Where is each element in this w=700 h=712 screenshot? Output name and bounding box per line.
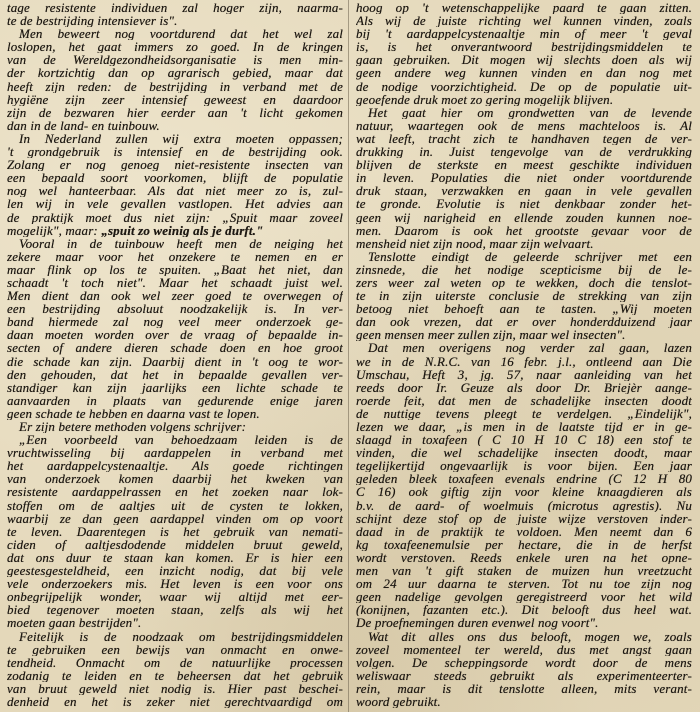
text-line: dan ook vrezen, dat er over honderdduizend jaar: [356, 315, 692, 329]
text-line: vruchtwisseling bij aardappelen in verband met: [7, 446, 343, 460]
text-line: zinsnede, die het nodige scepticisme bij de le-: [356, 262, 692, 276]
text-line: slaagd in toxafeen ( C 10 H 10 C 18) een stof te: [356, 433, 692, 447]
text-line: de nodige voorzichtigheid. De op de populatie uit-: [356, 79, 692, 93]
paragraph: [7, 237, 343, 420]
text-line: lezen we daar, „is men in de laatste tijd er in ge-: [356, 420, 692, 434]
text-line: blijven de sterkste en meest geschikte individuen: [356, 158, 692, 172]
text-line: rein, maar is dit tenslotte alleen, mits verant-: [356, 681, 692, 695]
text-line: geen andere weg kunnen vinden en dan nog met: [356, 66, 692, 80]
text-line: tegelijkertijd ongevaarlijk is voor bijen. Een jaar: [356, 459, 692, 473]
text-line: vele onderzoekers mis. Het leven is een voor ons: [7, 577, 343, 591]
text-line: de nuttige tevens pleegt te verdelgen. „Eindelijk",: [356, 406, 692, 420]
text-line: der kortzichtig dan op agrarisch gebied, maar dat: [7, 66, 343, 80]
text-line: stoffen om de aaltjes uit de cysten te lokken,: [7, 498, 343, 512]
text-line: gaan gebruiken. Dit mogen wij slechts doen als wij: [356, 53, 692, 67]
text-line: geen mensen meer zullen zijn, maar wel insecten".: [356, 328, 626, 342]
text-line: woord gebruikt.: [356, 694, 441, 709]
text-line: Vooral in de tuinbouw heeft men de neiging het: [19, 236, 343, 250]
text-line: volgen. De scheppingsorde wordt door de mens: [356, 655, 692, 669]
text-line: kg toxafeenemulsie per hectare, die in de herfst: [356, 537, 692, 551]
paragraph: [7, 1, 343, 27]
paragraph: [7, 132, 343, 237]
text-line: wordt verstoven. Reeds enkele uren na het opne-: [356, 550, 692, 565]
text-line: maar flink op los te spuiten. „Baat het niet, dan: [7, 262, 343, 276]
text-line: onbegrijpelijk wonder, waar wij altijd met eer-: [7, 590, 343, 604]
text-line: bied tegenover moeten staan, zelfs als wij het: [7, 603, 343, 617]
paragraph: [7, 433, 343, 629]
text-line: geen schade te hebben en daarna vast te lopen.: [7, 406, 260, 420]
text-line: resistente aardappelrassen en het zoeken naar lok-: [7, 485, 343, 499]
text-line: geleden bleek toxafeen evenals endrine (C 12 H 80: [356, 472, 692, 486]
text-line: 't grondgebruik is intensief en de bestrijding ook.: [7, 145, 343, 159]
text-line: geoefende druk moet zo gering mogelijk blijven.: [356, 92, 614, 106]
text-line: druk staan, verzwakken en gaan in vele gevallen: [356, 184, 692, 198]
text-line: heeft zijn reden: de bestrijding in verband met de: [7, 79, 343, 93]
emphasized-text: „spuit zo weinig als je durft.": [101, 223, 264, 237]
text-line: In Nederland zullen wij extra moeten oppassen;: [19, 131, 343, 146]
text-line: den gehouden, dat het in bepaalde gevallen ver-: [7, 367, 343, 381]
text-line: Er zijn betere methoden volgens schrijver:: [19, 420, 247, 434]
text-line: [7, 224, 343, 237]
text-line: betoog niet behoeft aan te tasten. „Wij moeten: [356, 302, 692, 316]
text-line: van onderzoek komen daarbij het kweken van: [7, 472, 343, 486]
text-line: om 24 uur daarna te sterven. Tot nu toe zijn nog: [356, 577, 692, 591]
text-line: de praktijk moet dus niet zijn: „Spuit maar zoveel: [7, 210, 343, 224]
text-line: (konijnen, fazanten etc.). Dit belooft dus heel wat.: [356, 603, 692, 617]
text-line: het aardappelcystenaaltje. Als goede richtingen: [7, 459, 343, 473]
text-line: geen wij narigheid en ellende zouden kunnen noe-: [356, 210, 692, 224]
text-line: ciden of aaltjesdodende middelen bruut geweld,: [7, 537, 343, 551]
text-line: weliswaar steeds gebruikt als experimenteerter-: [356, 668, 692, 682]
text-line: zekere maar voor het onzekere te nemen en er: [7, 249, 343, 263]
text-line: te gronde. Evolutie is niet denkbaar zonder het-: [356, 197, 692, 211]
text-line: Men dient dan ook wel zeer goed te overwegen of: [7, 289, 343, 303]
paragraph: [356, 106, 692, 250]
text-line: schijnt deze stof op de juiste wijze verstoven inder-: [356, 511, 692, 525]
text-line: men van 't gift staken de muizen hun vreetzucht: [356, 564, 692, 578]
text-line: daan moeten worden over de vraag of bepaalde in-: [7, 328, 343, 342]
text-line: zodanig te leiden en te beheersen dat het gebruik: [7, 668, 343, 682]
text-line: van de Wereldgezondheidsorganisatie is men min-: [7, 53, 343, 67]
text-line: geestesgesteldheid, een inzicht nodig, dat bij vele: [7, 564, 343, 578]
text-line: denheid en het is zeker niet gerechtvaardigd om: [7, 694, 343, 709]
text-line: geen nadelige gevolgen geregistreerd voor het wild: [356, 590, 692, 604]
text-line: in leven. Populaties die niet onder voortdurende: [356, 171, 692, 185]
text-line: Feitelijk is de noodzaak om bestrijdingsmiddelen: [19, 629, 343, 643]
text-column-right: [356, 1, 692, 708]
text-line: wat leeft, tracht zich te handhaven tegen de ver-: [356, 131, 692, 146]
text-line: standiger kan zijn jaarlijks een lichte schade te: [7, 380, 343, 394]
paragraph: [7, 420, 343, 433]
text-line: men. Daarom is ook het grootste gevaar voor de: [356, 223, 692, 237]
text-line: Umschau, Heft 3, jg. 57, naar aanleiding van het: [356, 367, 692, 381]
text-line: dat ons duur te staan kan komen. Er is hier een: [7, 550, 343, 565]
text-line: die schade kan zijn. Daarbij dient in 't oog te wor-: [7, 354, 343, 368]
text-line: bij 't aardappelcystenaaltje min of meer 't geval: [356, 27, 692, 41]
text-line: Als wij de juiste richting wel kunnen vinden, zoals: [356, 14, 692, 28]
text-line: te gebruiken een bewijs van onmacht en onwe-: [7, 642, 343, 656]
text-line: natuur, waartegen ook de mens machteloos is. Al: [356, 118, 692, 132]
paragraph: [356, 630, 692, 709]
text-line: loslopen, het gaat immers zo goed. In de kringen: [7, 40, 343, 54]
text-line: vinden, die wel schadelijke insecten doodt, maar: [356, 446, 692, 460]
text-line: C 16) ook giftig zijn voor kleine knaagdieren als: [356, 485, 692, 499]
text-line: is, is het onverantwoord bestrijdingsmiddelen te: [356, 40, 692, 54]
text-line: mensheid niet zijn nood, maar zijn welvaart.: [356, 236, 594, 250]
paragraph: [356, 1, 692, 106]
text-line: hygiëne zijn zeer intensief geweest en daardoor: [7, 92, 343, 106]
paragraph: [7, 27, 343, 132]
column-divider: [348, 0, 349, 712]
text-line: len wij in vele gevallen vastlopen. Het advies aan: [7, 197, 343, 211]
text-line: Men beweert nog voortdurend dat het wel zal: [19, 27, 343, 41]
paragraph: [356, 250, 692, 342]
text-line: tendheid. Onmacht om de natuurlijke processen: [7, 655, 343, 669]
paragraph: [7, 630, 343, 709]
text-line: te leven. Daarentegen is het gebruik van nemati-: [7, 524, 343, 538]
text-line: Zolang er nog genoeg niet-resistente insecten van: [7, 158, 343, 172]
text-line: te de bestrijding intensiever is".: [7, 14, 178, 28]
text-line: hoog op 't wetenschappelijke paard te gaan zitten.: [356, 1, 692, 15]
text-line: nog wel hanteerbaar. Als dat niet meer zo is, zul-: [7, 184, 343, 198]
text-line: moeten gaan bestrijden".: [7, 616, 142, 630]
text-column-left: [7, 1, 343, 708]
paragraph: [356, 341, 692, 629]
text-line: een bepaald soort voorkomen, blijft de populatie: [7, 171, 343, 185]
text-line: Dat men overigens nog verder zal gaan, lazen: [368, 341, 692, 355]
text-line: tage resistente individuen zal hoger zijn, naarma-: [7, 1, 343, 15]
text-line: van bruut geweld niet nodig is. Hier past beschei-: [7, 681, 343, 695]
text-line: waarbij ze dan geen aardappel vinden om op voort: [7, 511, 343, 525]
text-line: Tenslotte eindigt de geleerde schrijver met een: [368, 249, 692, 263]
text-line: b.v. de aard- of woelmuis (microtus agrestis). Nu: [356, 498, 692, 512]
text-line: zers weer zal weten op te wekken, doch die tenslot-: [356, 275, 692, 290]
text-line: roerde feit, dat men de schadelijke insecten doodt: [356, 393, 692, 407]
text-line: daad in de praktijk te voldoen. Men neemt dan 6: [356, 524, 692, 538]
text-line: De proefnemingen duren evenwel nog voort".: [356, 616, 599, 630]
text-line: reeds door Ir. Geuze als door Dr. Briejèr aange-: [356, 380, 692, 394]
text-line: schaadt 't toch niet". Maar het schaadt juist wel.: [7, 275, 343, 290]
text-line: Wat dit alles ons dus belooft, mogen we, zoals: [368, 629, 692, 643]
text-line: een bestrijding absoluut noodzakelijk is. In ver-: [7, 302, 343, 316]
text-line: we in de N.R.C. van 16 febr. j.l., ontleend aan Die: [356, 354, 692, 368]
text-line: zijn de bezwaren hier eerder aan 't licht gekomen: [7, 105, 343, 119]
text-line: secten of andere dieren schade doen en hoe groot: [7, 341, 343, 355]
text-line: te in zijn uiterste conclusie de strekking van zijn: [356, 289, 692, 303]
text-segment: mogelijk", maar:: [7, 223, 102, 237]
text-line: zoveel momenteel ter wereld, dus met angst gaan: [356, 642, 692, 656]
text-line: Het gaat hier om grondwetten van de levende: [368, 105, 692, 119]
text-line: band hiermede zal nog veel meer onderzoek ge-: [7, 315, 343, 329]
text-line: aanvaarden in plaats van gedurende enige jaren: [7, 393, 343, 407]
text-line: drukking in. Juist tengevolge van de verdrukking: [356, 145, 692, 159]
text-line: dan in de land- en tuinbouw.: [7, 118, 160, 132]
text-line: „Een voorbeeld van behoedzaam leiden is de: [19, 433, 343, 447]
